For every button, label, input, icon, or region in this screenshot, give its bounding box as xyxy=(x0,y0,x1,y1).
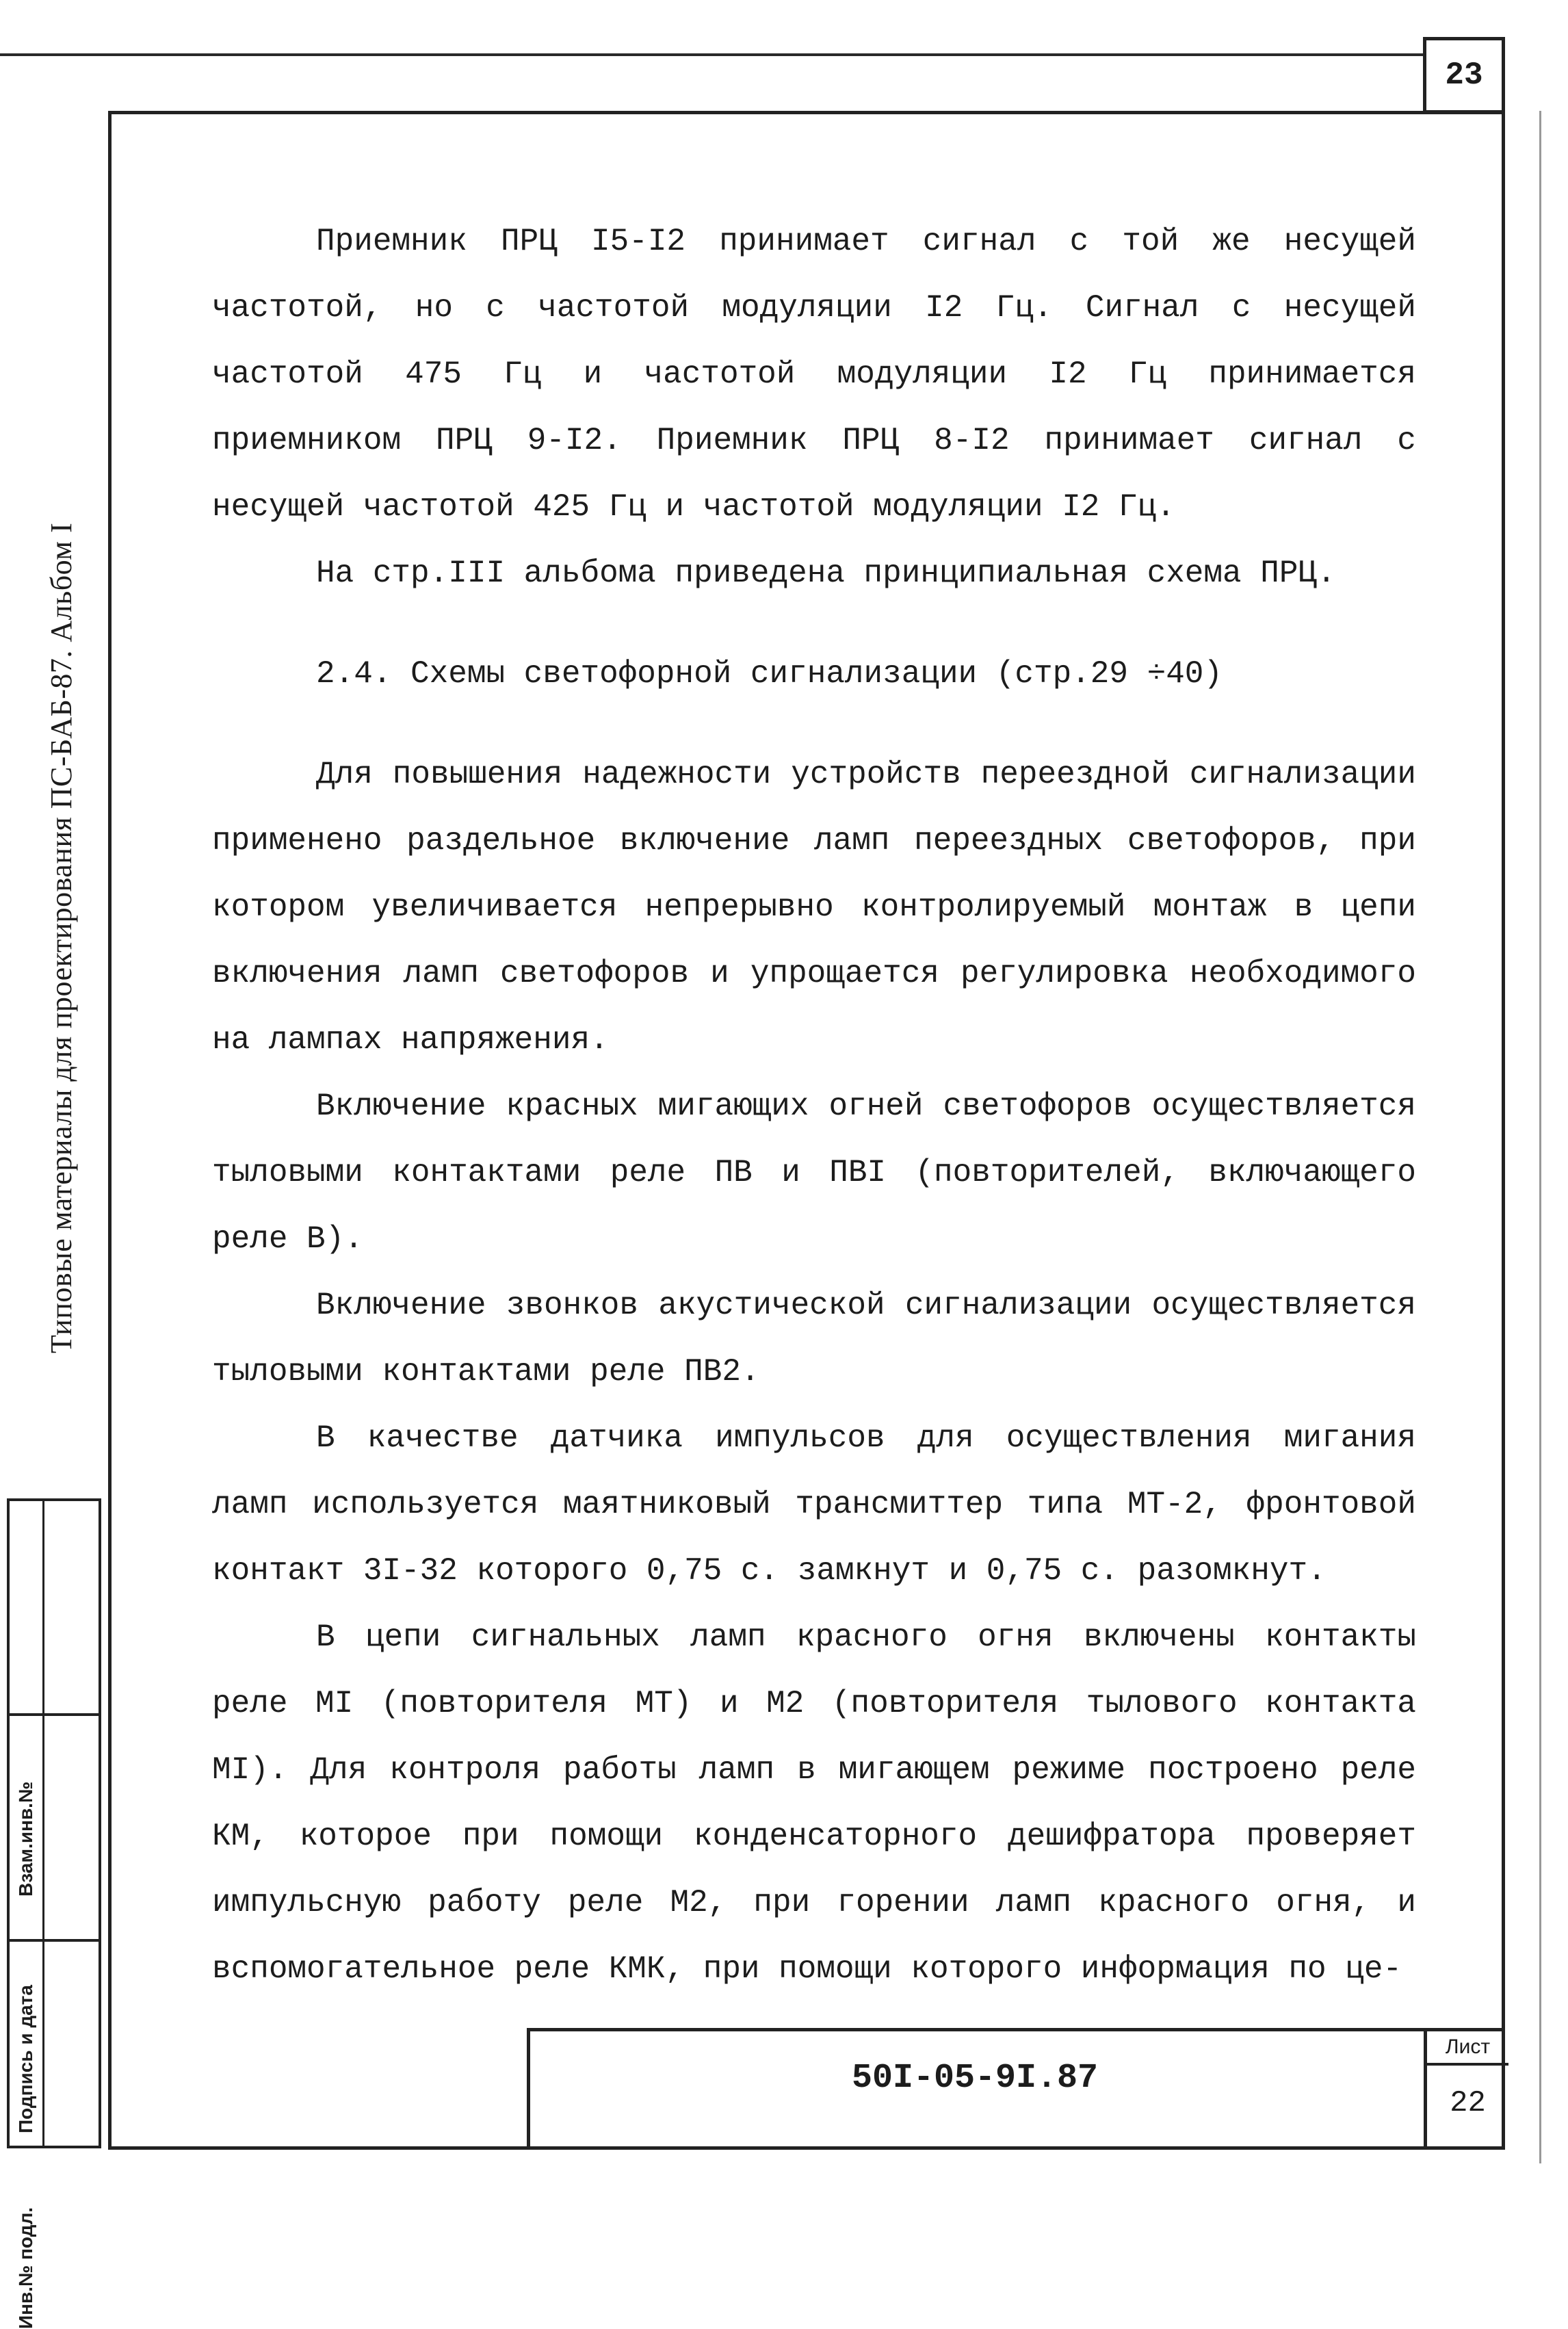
sheet-box xyxy=(1424,2031,1508,2150)
paragraph-receiver: Приемник ПРЦ I5-I2 принимает сигнал с той же несущей частотой, но с частотой модуляции I2 Гц. Сигнал с несущей частотой 475 Гц и частотой модуляции I2 Гц принимается приемником ПРЦ 9-I2. Приемник ПРЦ 8-I2 принимает сигнал с несущей частотой 425 Гц и частотой модуляции I2 Гц. xyxy=(212,224,1416,525)
side-stamp xyxy=(7,1498,101,2329)
stamp-cell-inventory xyxy=(10,1939,99,2329)
paragraph-scheme-ref: На стр.III альбома приведена принципиальная схема ПРЦ. xyxy=(316,556,1336,591)
sheet-number: 22 xyxy=(1450,2086,1486,2120)
title-block xyxy=(527,2028,1505,2150)
top-rule xyxy=(0,53,1423,56)
stamp-label-signature: Подпись и дата xyxy=(15,1985,36,2133)
spacer xyxy=(212,707,1416,742)
stamp-cell-signature xyxy=(10,1713,99,2133)
side-title: Типовые материалы для проектирования ПС-БАБ-87. Альбом I xyxy=(44,522,78,1353)
document-body xyxy=(212,209,1416,2003)
paragraph-lamp-circuit: В цепи сигнальных ламп красного огня включены контакты реле МI (повторителя МТ) и М2 (повторителя тылового контакта МI). Для контроля работы ламп в мигающем режиме построено реле КМ, которое при помощи конденсаторного дешифратора проверяет импульсную работу реле М2, при горении ламп красного огня, и вспомогательное реле КМК, при помощи которого информация по це- xyxy=(212,1619,1416,1987)
sheet-label: Лист xyxy=(1427,2031,1508,2066)
paragraph-reliability: Для повышения надежности устройств переездной сигнализации применено раздельное включение ламп переездных светофоров, при котором увеличивается непрерывно контролируемый монтаж в цепи включения ламп светофоров и упрощается регулировка необходимого на лампах напряжения. xyxy=(212,757,1416,1058)
stamp-label-replace: Взам.инв.№ xyxy=(15,1781,36,1897)
spacer xyxy=(212,607,1416,641)
paragraph-pulse-sensor: В качестве датчика импульсов для осуществления мигания ламп используется маятниковый трансмиттер типа МТ-2, фронтовой контакт 3I-32 которого 0,75 с. замкнут и 0,75 с. разомкнут. xyxy=(212,1420,1416,1589)
outer-edge-line xyxy=(1539,111,1541,2163)
page-number: 23 xyxy=(1423,37,1505,114)
section-heading: 2.4. Схемы светофорной сигнализации (стр.29 ÷40) xyxy=(316,656,1223,692)
paragraph-red-lights: Включение красных мигающих огней светофоров осуществляется тыловыми контактами реле ПВ и ПВI (повторителей, включающего реле В). xyxy=(212,1089,1416,1257)
paragraph-bells: Включение звонков акустической сигнализации осуществляется тыловыми контактами реле ПВ2. xyxy=(212,1288,1416,1390)
stamp-label-inventory: Инв.№ подл. xyxy=(15,2207,36,2329)
stamp-cell-replace xyxy=(10,1501,99,1897)
document-code: 50I-05-9I.87 xyxy=(851,2059,1099,2098)
